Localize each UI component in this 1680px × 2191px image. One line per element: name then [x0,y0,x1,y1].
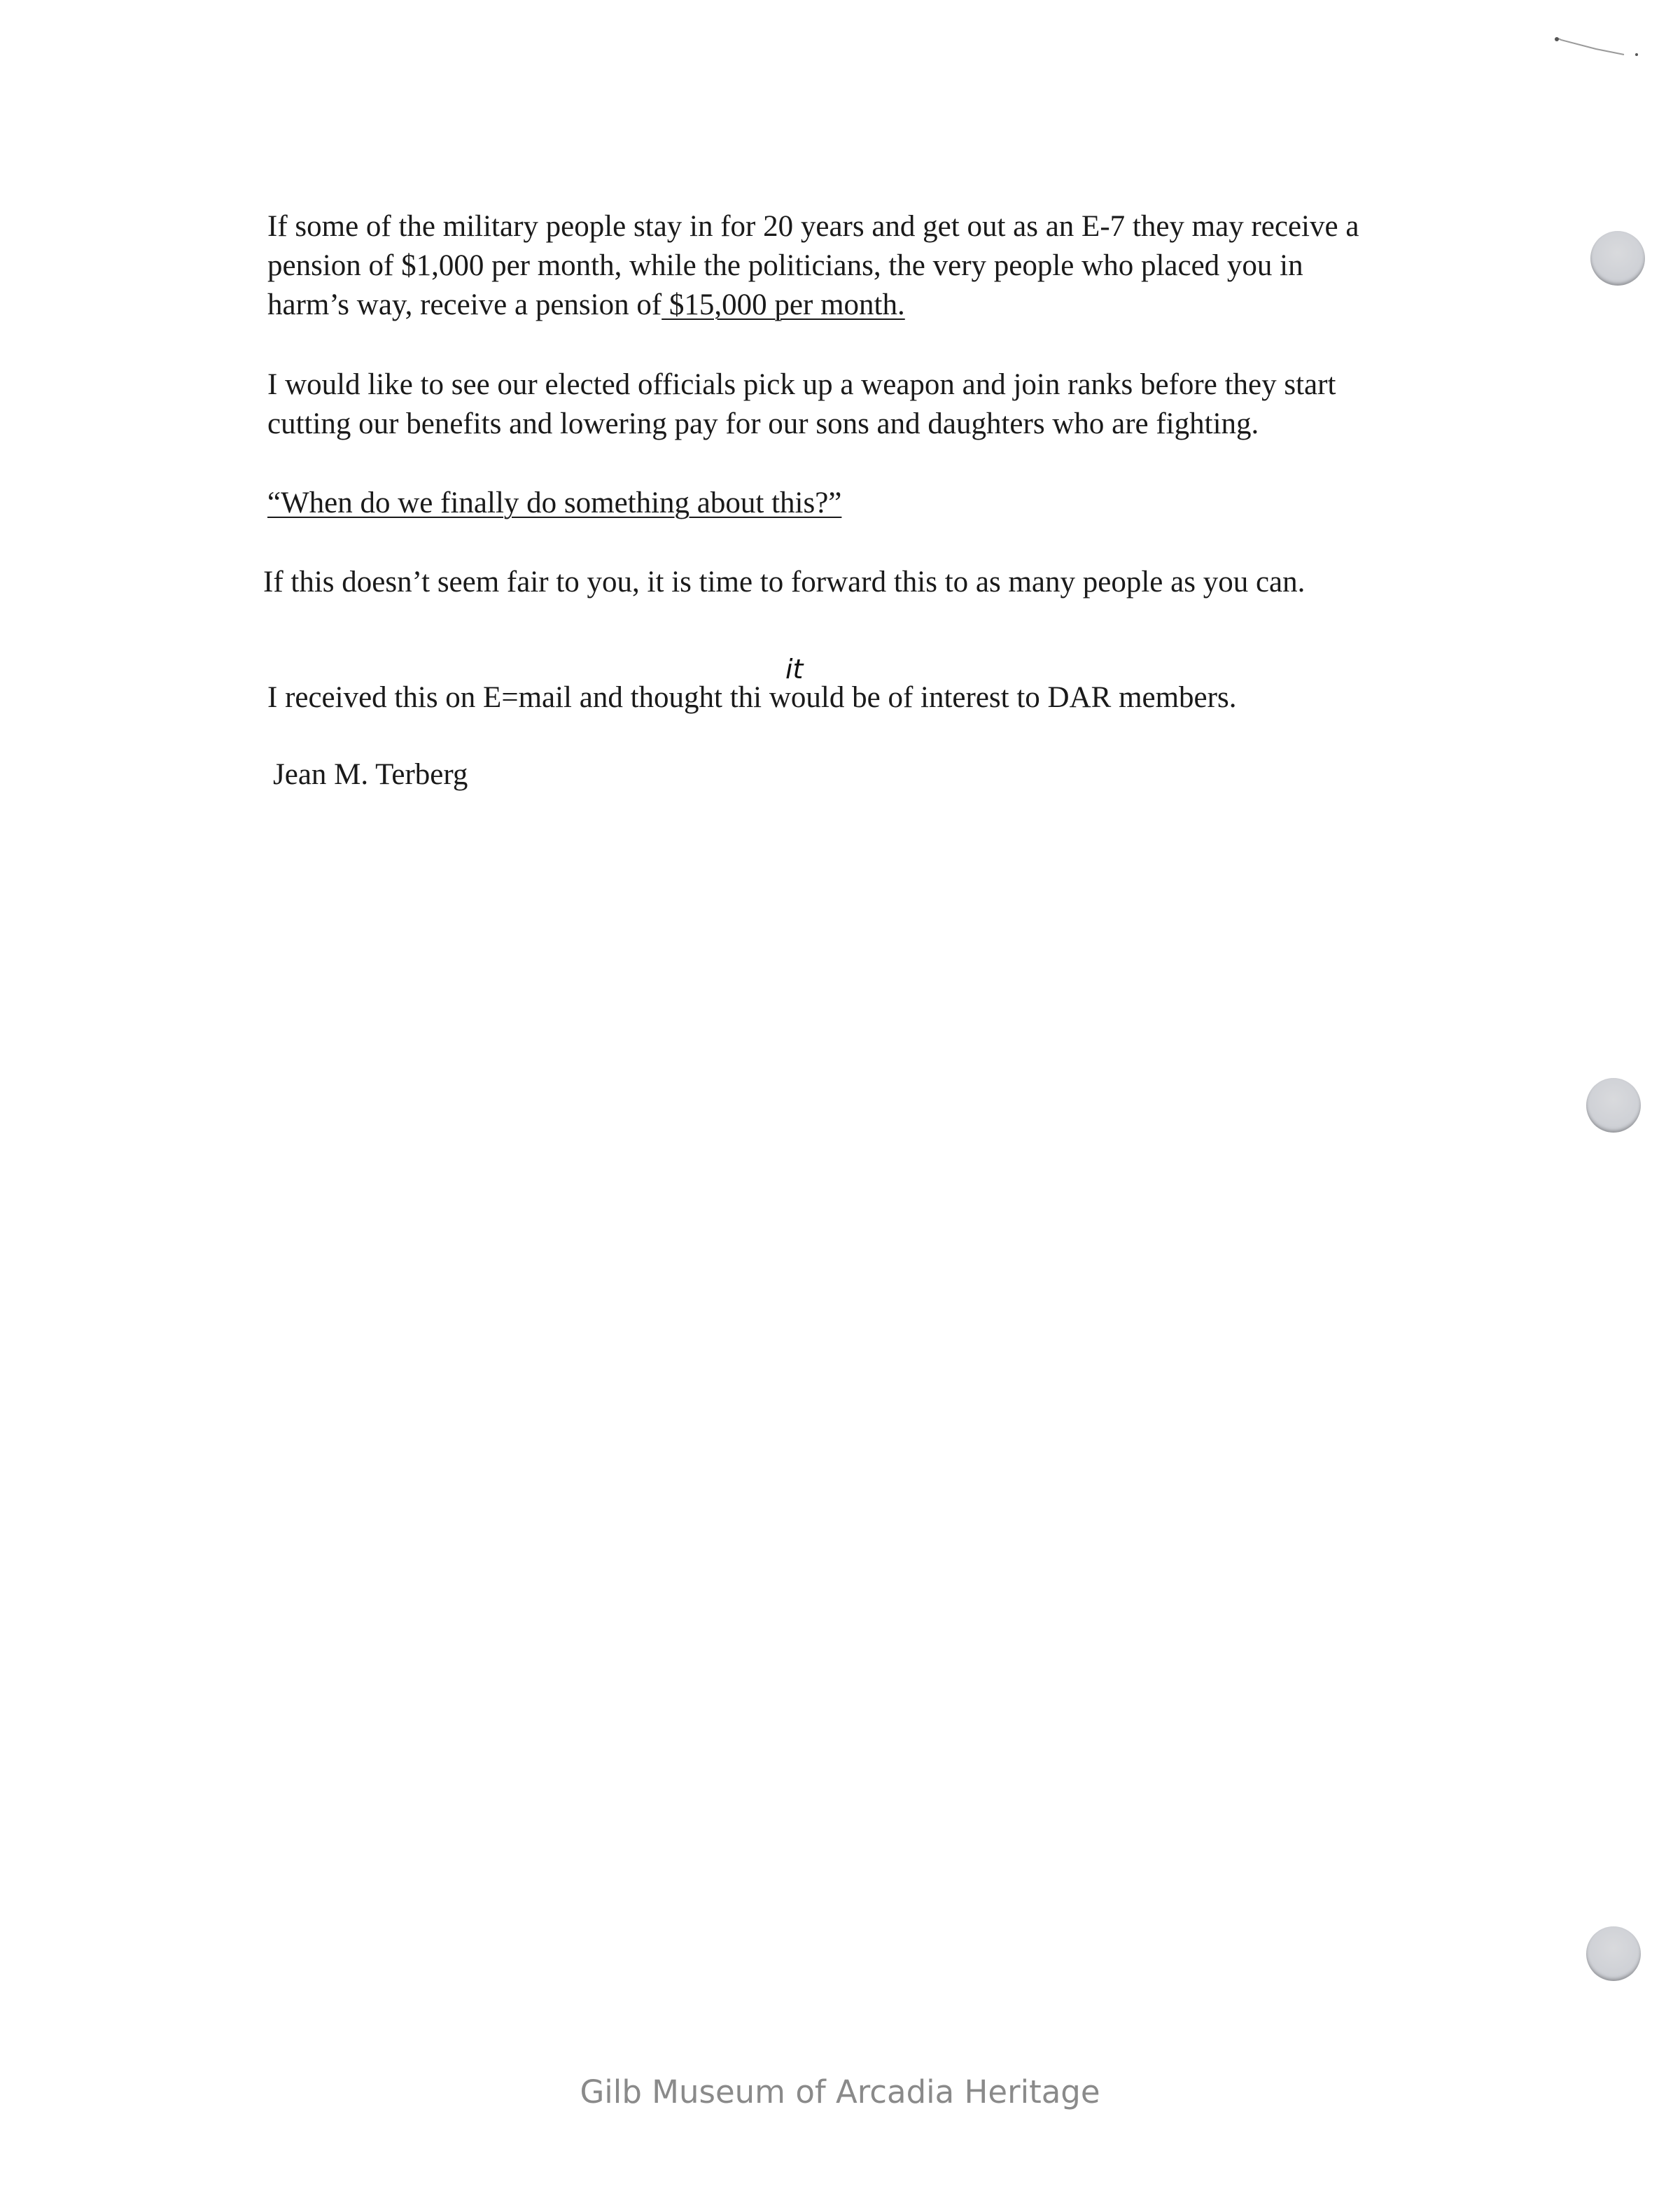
museum-watermark: Gilb Museum of Arcadia Heritage [580,2073,1100,2110]
punch-hole-bottom [1586,1926,1641,1981]
paragraph-pension [267,207,1359,325]
officials-line-2: cutting our benefits and lowering pay for our sons and daughters who are fighting. [267,407,1259,440]
paragraph-officials [267,365,1336,444]
pension-amount-underlined: $15,000 per month. [662,288,905,321]
scan-smudge [1554,36,1638,57]
paragraph-forward: If this doesn’t seem fair to you, it is time to forward this to as many people as you can. [263,566,1306,598]
handwritten-correction: it [785,654,804,685]
punch-hole-top [1590,231,1645,286]
punch-hole-middle [1586,1078,1641,1133]
pension-line-2: pension of $1,000 per month, while the politicians, the very people who placed you in [267,249,1303,282]
signature: Jean M. Terberg [273,758,468,791]
paragraph-question: “When do we finally do something about this?” [267,486,842,519]
paragraph-received: I received this on E=mail and thought thi would be of interest to DAR members. [267,681,1237,714]
pension-line-1: If some of the military people stay in for 20 years and get out as an E-7 they may receive a [267,210,1359,243]
pension-line-3-prefix: harm’s way, receive a pension of [267,288,662,321]
officials-line-1: I would like to see our elected officials pick up a weapon and join ranks before they start [267,368,1336,401]
pension-line-3 [267,286,1359,325]
